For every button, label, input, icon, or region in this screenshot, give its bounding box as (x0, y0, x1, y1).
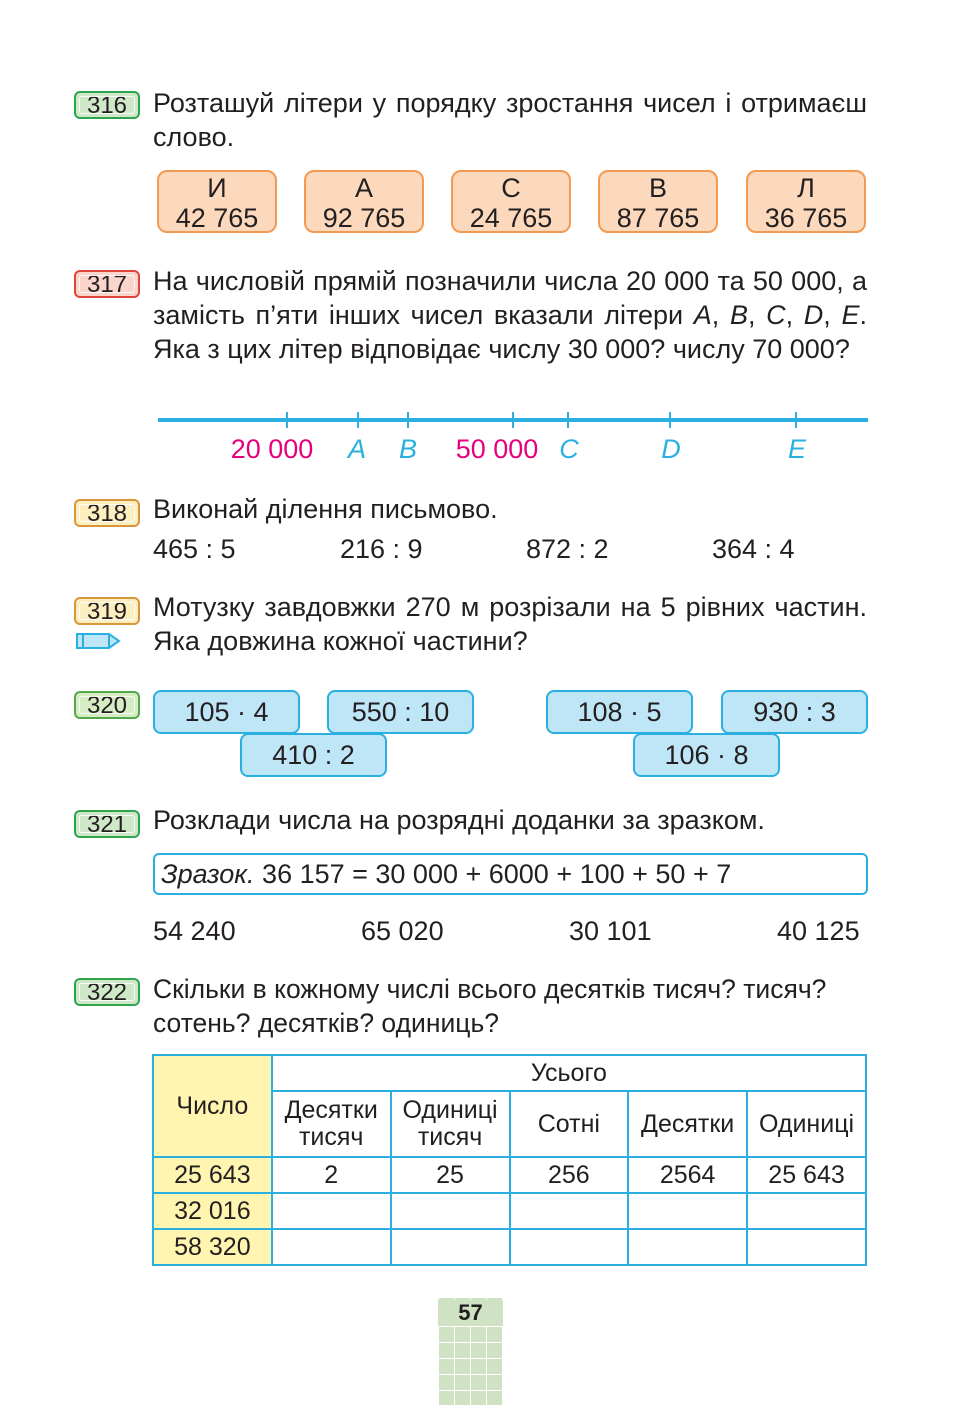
table-cell (628, 1229, 747, 1265)
number-to-decompose: 65 020 (361, 916, 444, 946)
card-number: 36 765 (764, 203, 848, 233)
expression-box: 108 · 5 (546, 690, 693, 734)
number-line-tick (669, 412, 671, 428)
card-number: 92 765 (322, 203, 406, 233)
task-316-text: Розташуй літери у порядку зростання чисел і отримаєш слово. (153, 88, 867, 152)
table-cell (747, 1229, 866, 1265)
task-number-317: 317 (74, 270, 140, 298)
letter-a: A (693, 300, 712, 330)
card-letter: Л (797, 173, 815, 203)
pencil-icon (75, 630, 123, 652)
task-321-text: Розклади числа на розрядні доданки за зразком. (153, 805, 765, 835)
task-317-text-part2: . Яка з цих літер відповідає числу 30 000? числу 70 000? (153, 300, 867, 364)
task-317-text (153, 264, 867, 366)
table-cell (272, 1193, 391, 1229)
number-line-tick (357, 412, 359, 428)
table-cell (747, 1193, 866, 1229)
letter-e: E (841, 300, 860, 330)
division-expression: 465 : 5 (153, 534, 236, 564)
number-line-tick (795, 412, 797, 428)
card-letter: И (207, 173, 227, 203)
table-cell-number: 25 643 (153, 1157, 272, 1193)
number-line-label-c: C (559, 434, 579, 464)
table-cell-number: 58 320 (153, 1229, 272, 1265)
number-line-tick (286, 412, 288, 428)
number-line-tick (407, 412, 409, 428)
expression-box: 106 · 8 (633, 733, 780, 777)
table-header-total: Усього (272, 1055, 866, 1091)
task-318-text: Виконай ділення письмово. (153, 494, 498, 524)
task-number-321: 321 (74, 810, 140, 838)
number-to-decompose: 30 101 (569, 916, 652, 946)
table-cell-number: 32 016 (153, 1193, 272, 1229)
sample-expression: 36 157 = 30 000 + 6000 + 100 + 50 + 7 (262, 859, 732, 889)
expression-box: 930 : 3 (721, 690, 868, 734)
expression-box: 105 · 4 (153, 690, 300, 734)
letter-card (451, 170, 571, 233)
table-cell (510, 1229, 629, 1265)
letter-card (598, 170, 718, 233)
table-cell (391, 1193, 510, 1229)
table-row (153, 1193, 866, 1229)
number-line-label-d: D (661, 434, 681, 464)
task-number-319: 319 (74, 597, 140, 625)
letter-c: C (766, 300, 786, 330)
number-line-label-e: E (787, 434, 807, 464)
table-cell: 25 643 (747, 1157, 866, 1193)
card-number: 42 765 (175, 203, 259, 233)
sample-label: Зразок. (161, 859, 255, 889)
task-number-320: 320 (74, 691, 140, 719)
letter-b: B (729, 300, 748, 330)
card-number: 87 765 (616, 203, 700, 233)
table-header-cell: Сотні (510, 1091, 629, 1157)
place-value-table (152, 1054, 867, 1266)
card-letter: А (354, 173, 373, 203)
table-header-number: Число (153, 1055, 272, 1157)
expression-box: 550 : 10 (327, 690, 474, 734)
division-expression: 216 : 9 (340, 534, 423, 564)
card-number: 24 765 (469, 203, 553, 233)
page-number: 57 (438, 1300, 503, 1326)
number-to-decompose: 40 125 (777, 916, 860, 946)
card-letter: В (648, 173, 667, 203)
table-row (153, 1229, 866, 1265)
separator: , (711, 300, 730, 330)
page-number-tab (438, 1298, 503, 1405)
number-to-decompose: 54 240 (153, 916, 236, 946)
letter-card (157, 170, 277, 233)
expression-box: 410 : 2 (240, 733, 387, 777)
separator: , (785, 300, 804, 330)
table-cell: 256 (510, 1157, 629, 1193)
number-line-label-20000: 20 000 (230, 434, 314, 464)
table-cell (272, 1229, 391, 1265)
task-317-text-part1: На числовій прямій позначили числа 20 000 та 50 000, а замість п’яти інших чисел вказали літери (153, 266, 867, 330)
letter-card (746, 170, 866, 233)
number-line-tick (512, 412, 514, 428)
card-letter: С (501, 173, 521, 203)
task-319-text: Мотузку завдовжки 270 м розрізали на 5 рівних частин. Яка довжина кожної частини? (153, 592, 867, 656)
table-cell: 2 (272, 1157, 391, 1193)
task-number-322: 322 (74, 978, 140, 1006)
task-number-316: 316 (74, 91, 140, 119)
table-cell: 2564 (628, 1157, 747, 1193)
number-line-label-a: A (347, 434, 367, 464)
table-header-cell: Десятки тисяч (272, 1091, 391, 1157)
table-row (153, 1157, 866, 1193)
table-cell (510, 1193, 629, 1229)
table-cell (628, 1193, 747, 1229)
number-line-label-50000: 50 000 (455, 434, 539, 464)
number-line-label-b: B (398, 434, 418, 464)
separator: , (823, 300, 842, 330)
table-cell (391, 1229, 510, 1265)
table-header-cell: Десятки (628, 1091, 747, 1157)
number-line-tick (567, 412, 569, 428)
division-expression: 364 : 4 (712, 534, 795, 564)
task-number-318: 318 (74, 499, 140, 527)
letter-d: D (803, 300, 824, 330)
division-expression: 872 : 2 (526, 534, 609, 564)
table-cell: 25 (391, 1157, 510, 1193)
table-header-cell: Одиниці (747, 1091, 866, 1157)
table-header-cell: Одиниці тисяч (391, 1091, 510, 1157)
sample-box (153, 853, 868, 895)
task-322-text: Скільки в кожному числі всього десятків тисяч? тисяч? сотень? десятків? одиниць? (153, 974, 827, 1038)
letter-card (304, 170, 424, 233)
separator: , (747, 300, 767, 330)
